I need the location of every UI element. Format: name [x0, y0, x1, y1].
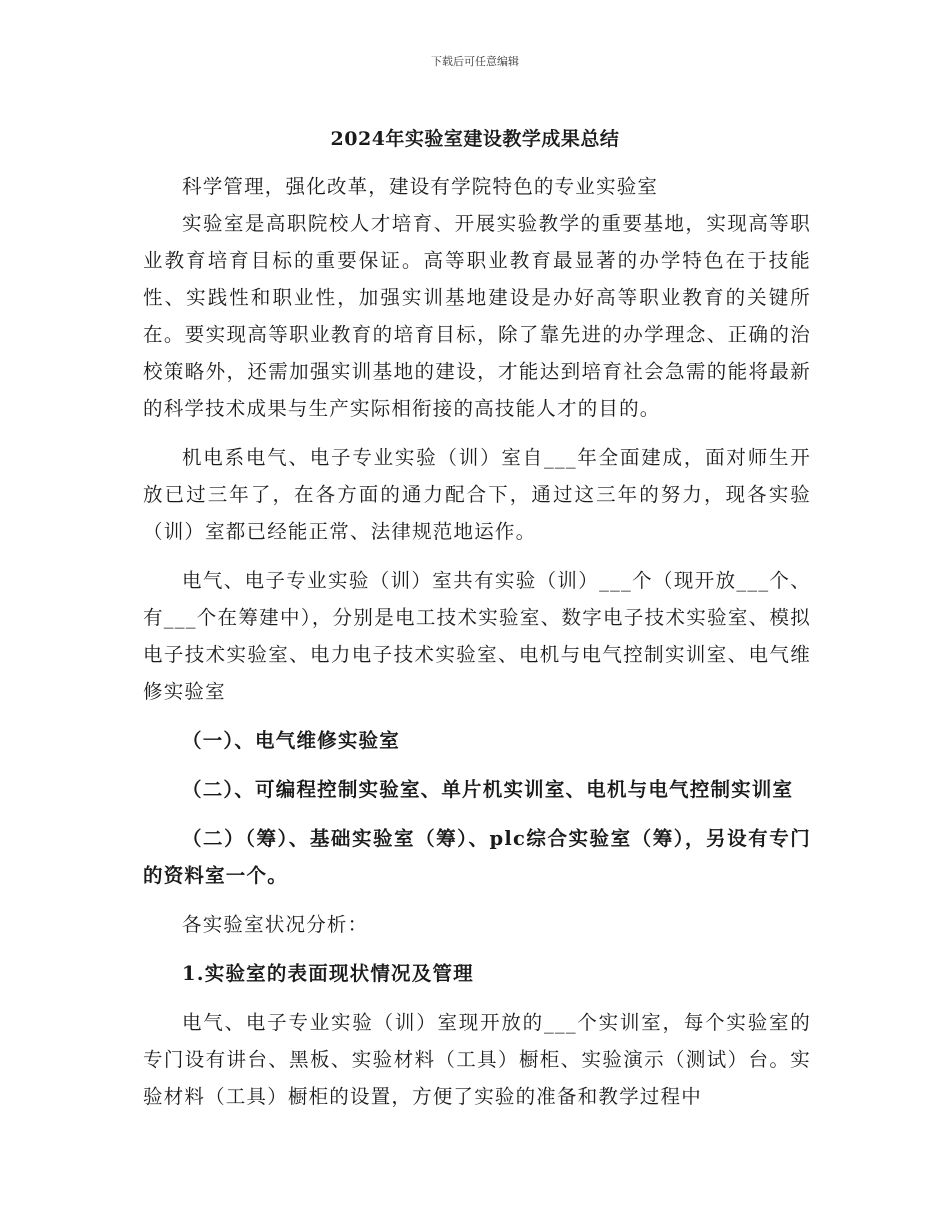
page-header: 下载后可任意编辑	[431, 55, 519, 68]
body-paragraph: 各实验室状况分析：	[182, 913, 369, 936]
document-title: 2024年实验室建设教学成果总结	[330, 128, 620, 150]
section-heading: （二）（筹）、基础实验室（筹）、plc综合实验室（筹），另设有专门的资料室一个。	[143, 827, 811, 887]
numbered-heading: 1.实验室的表面现状情况及管理	[182, 962, 474, 985]
body-paragraph: 机电系电气、电子专业实验（训）室自___年全面建成，面对师生开放已过三年了，在各方面的通力配合下，通过这三年的努力，现各实验（训）室都已经能正常、法律规范地运作。	[143, 446, 811, 543]
document-body	[143, 168, 811, 1115]
section-heading: （一）、电气维修实验室	[182, 729, 400, 752]
body-paragraph: 电气、电子专业实验（训）室现开放的___个实训室，每个实验室的专门设有讲台、黑板、实验材料（工具）橱柜、实验演示（测试）台。实验材料（工具）橱柜的设置，方便了实验的准备和教学过程中	[143, 1011, 811, 1108]
subtitle-paragraph: 科学管理，强化改革，建设有学院特色的专业实验室	[182, 175, 659, 198]
body-paragraph: 实验室是高职院校人才培育、开展实验教学的重要基地，实现高等职业教育培育目标的重要保证。高等职业教育最显著的办学特色在于技能性、实践性和职业性，加强实训基地建设是办好高等职业教育的关键所在。要实现高等职业教育的培育目标，除了靠先进的办学理念、正确的治校策略外，还需加强实训基地的建设，才能达到培育社会急需的能将最新的科学技术成果与生产实际相衔接的高技能人才的目的。	[143, 212, 811, 420]
body-paragraph: 电气、电子专业实验（训）室共有实验（训）___个（现开放___个、有___个在筹建中），分别是电工技术实验室、数字电子技术实验室、模拟电子技术实验室、电力电子技术实验室、电机与电气控制实训室、电气维修实验室	[143, 569, 811, 703]
section-heading: （二）、可编程控制实验室、单片机实训室、电机与电气控制实训室	[182, 778, 794, 801]
